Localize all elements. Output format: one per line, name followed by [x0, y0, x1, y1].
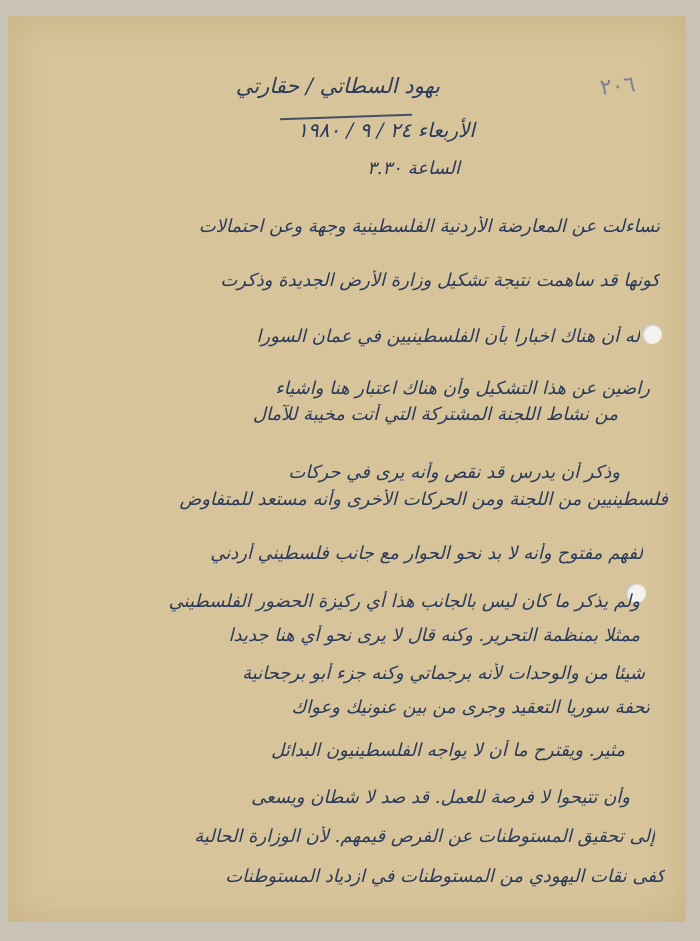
- body-line: من نشاط اللجنة المشتركة التي أتت مخيبة للآمال: [252, 404, 618, 425]
- body-line: ممثلا بمنظمة التحرير. وكنه قال لا يرى نحو أي هنا جديدا: [228, 625, 640, 646]
- body-line: فلسطينيين من اللجنة ومن الحركات الأخرى وأنه مستعد للمتفاوض: [179, 489, 668, 510]
- body-line: تحفة سوريا التعقيد وجرى من بين عنونيك وعواك: [291, 697, 650, 718]
- punch-hole-top: [642, 324, 662, 344]
- body-line: له أن هناك اخبارا بأن الفلسطينيين في عمان السورا: [256, 326, 640, 347]
- header-title: بهود السطاتي / حقارتي: [235, 74, 440, 98]
- page-number: ٢٠٦: [598, 72, 637, 101]
- header-time: الساعة ٣.٣٠: [367, 158, 460, 179]
- body-line: راضين عن هذا التشكيل وأن هناك اعتبار هنا واشياء: [275, 378, 650, 399]
- header-date: الأربعاء ٢٤ / ٩ / ١٩٨٠: [297, 118, 475, 142]
- body-line: تساءلت عن المعارضة الأردنية الفلسطينية وجهة وعن احتمالات: [198, 216, 660, 237]
- body-line: مثير. ويقترح ما أن لا يواجه الفلسطينيون البدائل: [271, 740, 625, 761]
- body-line: شيئا من والوحدات لأنه برجماتي وكنه جزء أبو برجحانية: [242, 663, 645, 684]
- body-line: وذكر أن يدرس قد نقص وأنه يرى في حركات: [288, 462, 620, 483]
- body-line: لفهم مفتوح وأنه لا بد نحو الحوار مع جانب فلسطيني أردني: [210, 543, 643, 564]
- body-line: وأن تتيحوا لا فرصة للعمل. قد صد لا شطان ويسعى: [251, 787, 630, 808]
- body-line: ولم يذكر ما كان ليس بالجانب هذا أي ركيزة الحضور الفلسطيني: [168, 591, 640, 612]
- body-line: إلى تحقيق المستوطنات عن الفرص قيمهم. لأن الوزارة الحالية: [194, 826, 655, 847]
- body-line: كفى نقات اليهودي من المستوطنات في ازدياد المستوطنات: [225, 866, 665, 887]
- body-line: كونها قد ساهمت نتيجة تشكيل وزارة الأرض الجديدة وذكرت: [220, 270, 660, 291]
